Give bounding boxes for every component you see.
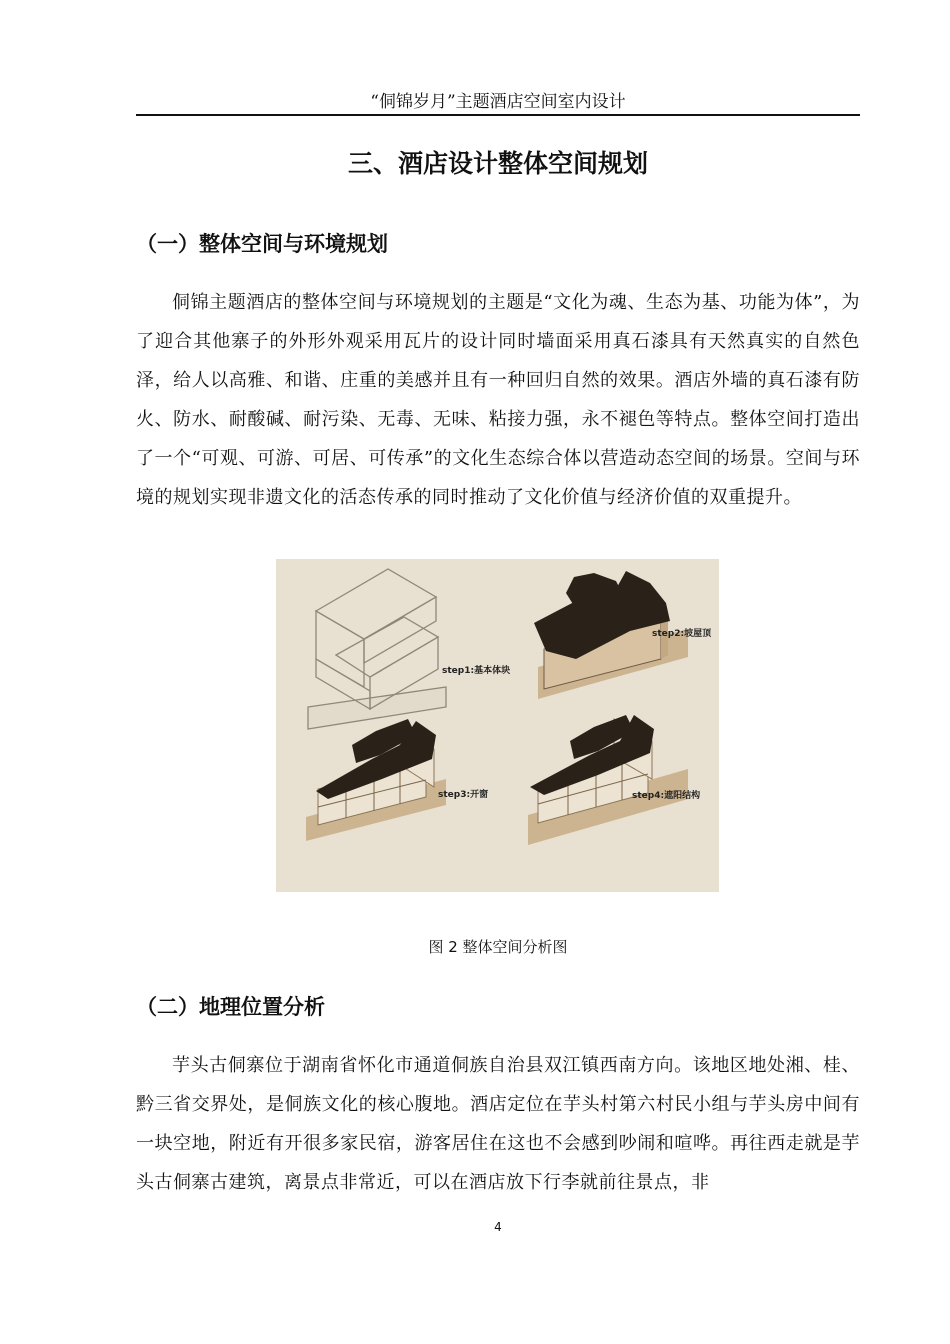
section1-paragraph: 侗锦主题酒店的整体空间与环境规划的主题是“文化为魂、生态为基、功能为体”，为了迎合其他寨子的外形外观采用瓦片的设计同时墙面采用真石漆具有天然真实的自然色泽，给人以高雅、和谐、庄重的美感并且有一种回归自然的效果。酒店外墙的真石漆有防火、防水、耐酸碱、耐污染、无毒、无味、粘接力强，永不褪色等特点。整体空间打造出了一个“可观、可游、可居、可传承”的文化生态综合体以营造动态空间的场景。空间与环境的规划实现非遗文化的活态传承的同时推动了文化价值与经济价值的双重提升。 xyxy=(136,292,860,508)
running-header: “侗锦岁月”主题酒店空间室内设计 xyxy=(370,92,626,112)
section-title-1: （一）整体空间与环境规划 xyxy=(136,232,388,256)
header-rule xyxy=(136,114,860,116)
page-number: 4 xyxy=(494,1220,502,1234)
figure-illustration xyxy=(276,559,719,892)
step1-label: step1:基本体块 xyxy=(442,666,511,676)
chapter-title: 三、酒店设计整体空间规划 xyxy=(347,149,648,178)
step3-label: step3:开窗 xyxy=(438,790,489,800)
section-title-2: （二）地理位置分析 xyxy=(136,995,325,1019)
spatial-analysis-figure xyxy=(276,559,719,892)
step4-label: step4:遮阳结构 xyxy=(632,791,701,801)
section2-paragraph: 芋头古侗寨位于湖南省怀化市通道侗族自治县双江镇西南方向。该地区地处湘、桂、黔三省交界处，是侗族文化的核心腹地。酒店定位在芋头村第六村民小组与芋头房中间有一块空地，附近有开很多家民宿，游客居住在这也不会感到吵闹和喧哗。再往西走就是芋头古侗寨古建筑，离景点非常近，可以在酒店放下行李就前往景点，非 xyxy=(136,1055,860,1193)
step2-label: step2:坡屋顶 xyxy=(652,629,712,639)
figure-caption: 图 2 整体空间分析图 xyxy=(428,938,568,956)
